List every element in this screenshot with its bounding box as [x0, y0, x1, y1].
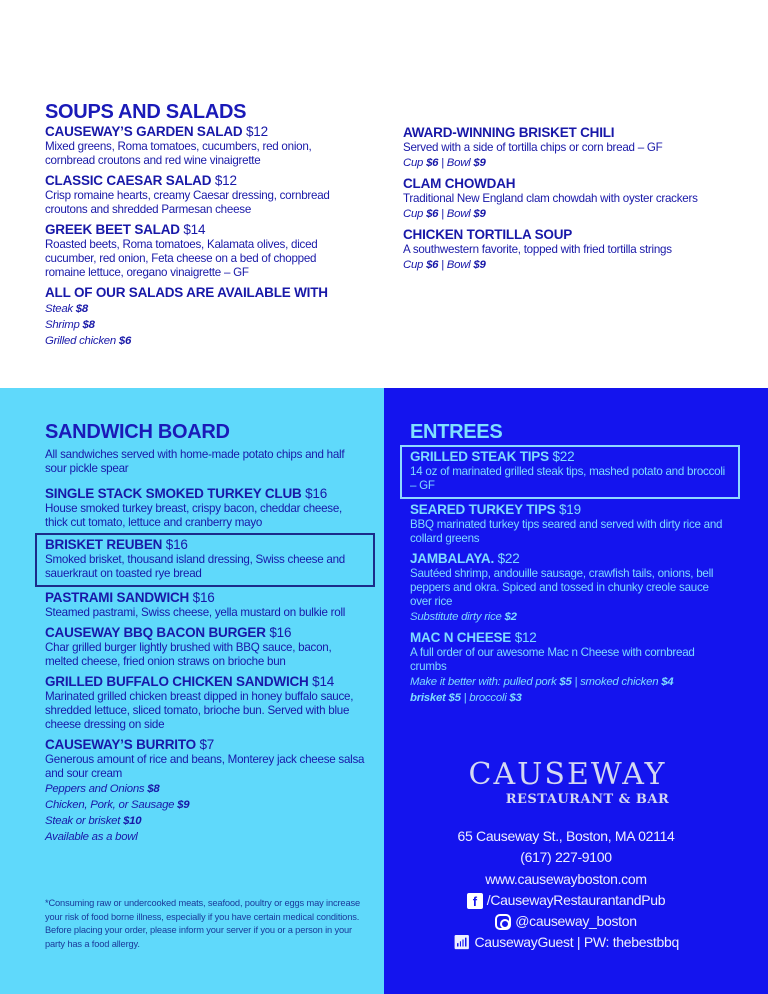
item-title: GRILLED BUFFALO CHICKEN SANDWICH — [45, 674, 309, 689]
item-title: ALL OF OUR SALADS ARE AVAILABLE WITH — [45, 285, 328, 300]
item-option: Available as a bowl — [45, 831, 138, 843]
item-description: 14 oz of marinated grilled steak tips, mashed potato and broccoli – GF — [410, 465, 726, 492]
item-description: Sautéed shrimp, andouille sausage, crawfish tails, onions, bell peppers and okra. Spiced and tossed in chunky creole sauce over rice — [410, 567, 714, 608]
item-description: Mixed greens, Roma tomatoes, cucumbers, red onion, cornbread croutons and red wine vinaigrette — [45, 140, 312, 167]
item-title: CAUSEWAY’S BURRITO — [45, 737, 196, 752]
item-name — [410, 502, 730, 518]
wifi-info — [420, 932, 712, 953]
item-description: Traditional New England clam chowdah with oyster crackers — [403, 192, 698, 205]
item-name — [403, 125, 753, 141]
item-description: Char grilled burger lightly brushed with BBQ sauce, bacon, melted cheese, fried onion straws on brioche bun — [45, 641, 332, 668]
facebook-icon: f — [467, 893, 483, 909]
instagram-icon — [495, 914, 511, 930]
item-title: GREEK BEET SALAD — [45, 222, 180, 237]
item-title: MAC N CHEESE — [410, 630, 512, 645]
item-name — [45, 222, 345, 238]
menu-item — [37, 535, 373, 585]
item-title: CHICKEN TORTILLA SOUP — [403, 227, 573, 242]
item-price: $12 — [246, 124, 268, 139]
menu-item — [45, 737, 365, 845]
item-title: SINGLE STACK SMOKED TURKEY CLUB — [45, 486, 302, 501]
website-link[interactable]: www.causewayboston.com — [485, 870, 647, 887]
item-description: A southwestern favorite, topped with fried tortilla strings — [403, 243, 672, 256]
entrees — [410, 420, 730, 711]
item-name — [45, 124, 345, 140]
item-price: $14 — [183, 222, 206, 237]
sandwich-note: All sandwiches served with home-made potato chips and half sour pickle spear — [45, 448, 345, 475]
item-option: brisket $5 | broccoli $3 — [410, 692, 522, 704]
item-description: Marinated grilled chicken breast dipped in honey buffalo sauce, shredded lettuce, sliced tomato, brioche bun. Served with blue cheese dressing on side — [45, 690, 354, 731]
item-price: $14 — [312, 674, 335, 689]
menu-item — [410, 551, 730, 625]
section-title-soups-salads: SOUPS AND SALADS — [45, 101, 247, 123]
item-name — [403, 176, 753, 192]
facebook-link[interactable] — [420, 890, 712, 911]
wifi-icon: 📶︎ — [453, 934, 471, 951]
item-option: Steak or brisket $10 — [45, 815, 142, 827]
item-title: JAMBALAYA. — [410, 551, 495, 566]
menu-item — [45, 124, 345, 168]
item-name — [45, 625, 365, 641]
item-description: A full order of our awesome Mac n Cheese with cornbread crumbs — [410, 646, 695, 673]
item-title: AWARD-WINNING BRISKET CHILI — [403, 125, 615, 140]
item-price: $16 — [269, 625, 292, 640]
item-title: PASTRAMI SANDWICH — [45, 590, 190, 605]
item-title: CLAM CHOWDAH — [403, 176, 516, 191]
menu-item — [45, 590, 365, 620]
item-price: $7 — [199, 737, 215, 752]
contact-info — [420, 826, 712, 954]
item-description: Crisp romaine hearts, creamy Caesar dressing, cornbread croutons and shredded Parmesan cheese — [45, 189, 330, 216]
facebook-handle: /CausewayRestaurantandPub — [486, 891, 666, 908]
item-description: BBQ marinated turkey tips seared and served with dirty rice and collard greens — [410, 518, 723, 545]
instagram-handle: @causeway_boston — [515, 913, 637, 930]
item-description: House smoked turkey breast, crispy bacon, cheddar cheese, thick cut tomato, lettuce and cranberry mayo — [45, 502, 343, 529]
item-option: Shrimp $8 — [45, 319, 95, 331]
menu-item — [45, 285, 345, 349]
item-price: $19 — [559, 502, 581, 517]
item-title: GRILLED STEAK TIPS — [410, 449, 549, 464]
logo-subtitle: RESTAURANT & BAR — [505, 792, 670, 807]
menu-item — [45, 222, 345, 280]
item-title: CAUSEWAY’S GARDEN SALAD — [45, 124, 243, 139]
item-name — [45, 674, 365, 690]
menu-item — [410, 630, 730, 706]
item-price: $16 — [192, 590, 215, 605]
item-name — [45, 537, 365, 553]
item-price: $22 — [497, 551, 520, 566]
menu-item — [45, 486, 365, 530]
phone[interactable]: (617) 227-9100 — [520, 849, 612, 866]
instagram-link[interactable] — [420, 911, 712, 932]
item-price: $16 — [305, 486, 328, 501]
item-description: Roasted beets, Roma tomatoes, Kalamata olives, diced cucumber, red onion, Feta cheese on a bed of chopped romaine lettuce, oregano vinaigrette – GF — [45, 238, 318, 279]
allergy-disclaimer: *Consuming raw or undercooked meats, seafood, poultry or eggs may increase your risk of food borne illness, especially if you have certain medical conditions. Before placing your order, please inform your server if you or a person in your party has a food allergy. — [45, 898, 360, 949]
menu-item — [410, 502, 730, 546]
item-option: Steak $8 — [45, 303, 88, 315]
item-name — [45, 590, 365, 606]
item-name — [45, 737, 365, 753]
item-price: $16 — [165, 537, 188, 552]
item-price: $12 — [214, 173, 237, 188]
item-option: Cup $6 | Bowl $9 — [403, 208, 486, 220]
item-title: CLASSIC CAESAR SALAD — [45, 173, 212, 188]
item-option: Substitute dirty rice $2 — [410, 611, 517, 623]
sandwich-board — [45, 420, 365, 850]
item-name — [45, 486, 365, 502]
item-name — [410, 551, 730, 567]
item-description: Smoked brisket, thousand island dressing, Swiss cheese and sauerkraut on toasted rye bread — [45, 553, 345, 580]
wifi-text: CausewayGuest | PW: thebestbbq — [474, 934, 679, 951]
item-description: Generous amount of rice and beans, Monterey jack cheese salsa and sour cream — [45, 753, 365, 780]
item-description: Steamed pastrami, Swiss cheese, yella mustard on bulkie roll — [45, 606, 346, 619]
section-title-sandwich: SANDWICH BOARD — [45, 421, 230, 443]
item-description: Served with a side of tortilla chips or corn bread – GF — [403, 141, 663, 154]
item-option: Cup $6 | Bowl $9 — [403, 259, 486, 271]
soups-salads-left — [45, 100, 345, 354]
menu-item — [402, 447, 738, 497]
menu-item — [403, 227, 753, 273]
item-option: Chicken, Pork, or Sausage $9 — [45, 799, 190, 811]
item-name — [45, 173, 345, 189]
causeway-logo — [440, 758, 695, 808]
item-title: SEARED TURKEY TIPS — [410, 502, 556, 517]
item-title: BRISKET REUBEN — [45, 537, 163, 552]
item-option: Make it better with: pulled pork $5 | smoked chicken $4 — [410, 676, 674, 688]
menu-item — [403, 176, 753, 222]
menu-item — [45, 625, 365, 669]
item-option: Cup $6 | Bowl $9 — [403, 157, 486, 169]
item-option: Peppers and Onions $8 — [45, 783, 160, 795]
menu-item — [45, 173, 345, 217]
item-price: $22 — [552, 449, 575, 464]
address: 65 Causeway St., Boston, MA 02114 — [457, 828, 675, 844]
item-name — [410, 449, 730, 465]
item-name — [403, 227, 753, 243]
section-title-entrees: ENTREES — [410, 421, 503, 443]
item-price: $12 — [514, 630, 537, 645]
item-option: Grilled chicken $6 — [45, 335, 132, 347]
soups-right — [403, 125, 753, 278]
menu-item — [403, 125, 753, 171]
menu-item — [45, 674, 365, 732]
logo-name: CAUSEWAY — [468, 757, 667, 792]
item-name — [45, 285, 345, 301]
item-name — [410, 630, 730, 646]
item-title: CAUSEWAY BBQ BACON BURGER — [45, 625, 266, 640]
